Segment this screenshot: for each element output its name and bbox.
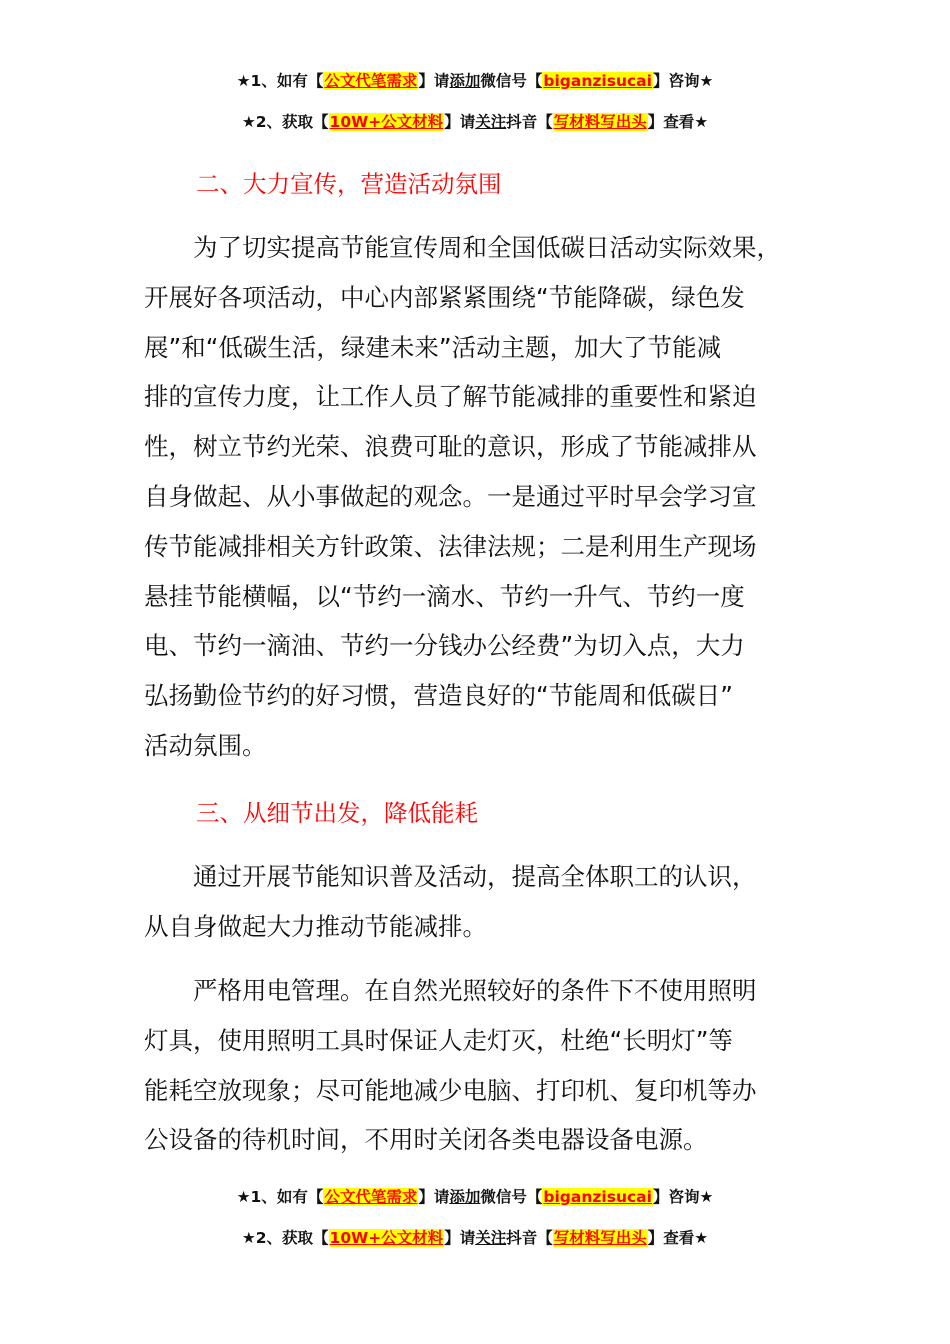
paragraph-line: 活动氛围。: [144, 730, 267, 760]
banner-text: 】请: [418, 1188, 450, 1206]
banner-text: 微信号【: [480, 72, 543, 90]
paragraph-line: 排的宣传力度，让工作人员了解节能减排的重要性和紧迫: [144, 382, 757, 412]
banner-highlight: 写材料写出头: [553, 1229, 647, 1247]
paragraph-line: 性，树立节约光荣、浪费可耻的意识，形成了节能减排从: [144, 432, 757, 462]
banner-highlight: biganzisucai: [543, 1188, 652, 1206]
paragraph-line: 弘扬勤俭节约的好习惯，营造良好的“节能周和低碳日”: [144, 681, 733, 711]
banner-underlined-text: 添加: [449, 72, 481, 90]
section-heading-2: 二、大力宣传，营造活动氛围: [196, 170, 502, 198]
paragraph-line: 开展好各项活动，中心内部紧紧围绕“节能降碳，绿色发: [144, 282, 745, 312]
paragraph-line: 灯具，使用照明工具时保证人走灯灭，杜绝“长明灯”等: [144, 1025, 733, 1055]
section-3-paragraph-1: [144, 852, 834, 952]
paragraph-line: 悬挂节能横幅，以“节约一滴水、节约一升气、节约一度: [144, 581, 745, 611]
paragraph-line: 展”和“低碳生活，绿建未来”活动主题，加大了节能减: [144, 332, 722, 362]
bottom-banner-line-1: [0, 1186, 950, 1208]
banner-text: 】请: [418, 72, 450, 90]
banner-text: 】请: [444, 113, 476, 131]
paragraph-line: 从自身做起大力推动节能减排。: [144, 911, 487, 941]
banner-text: 抖音【: [506, 113, 553, 131]
paragraph-line: 为了切实提高节能宣传周和全国低碳日活动实际效果，: [193, 233, 781, 262]
section-heading-3: 三、从细节出发，降低能耗: [196, 799, 478, 827]
banner-highlight: 写材料写出头: [553, 113, 647, 131]
banner-text: 】查看★: [647, 113, 709, 131]
banner-underlined-text: 添加: [449, 1188, 481, 1206]
banner-text: 抖音【: [506, 1229, 553, 1247]
banner-highlight: biganzisucai: [543, 72, 652, 90]
banner-text: ★2、获取【: [241, 1229, 329, 1247]
banner-highlight: 公文代笔需求: [324, 72, 418, 90]
banner-text: ★2、获取【: [241, 113, 329, 131]
paragraph-line: 自身做起、从小事做起的观念。一是通过平时早会学习宣: [144, 481, 757, 511]
section-3-paragraph-2: [144, 966, 834, 1165]
banner-text: 】咨询★: [652, 72, 714, 90]
top-banner-line-1: [0, 70, 950, 92]
section-2-paragraph: [144, 223, 834, 771]
banner-text: 】查看★: [647, 1229, 709, 1247]
banner-text: ★1、如有【: [236, 72, 324, 90]
banner-highlight: 10W+公文材料: [329, 1229, 444, 1247]
paragraph-line: 电、节约一滴油、节约一分钱办公经费”为切入点，大力: [144, 631, 745, 661]
banner-highlight: 公文代笔需求: [324, 1188, 418, 1206]
paragraph-line: 严格用电管理。在自然光照较好的条件下不使用照明: [193, 976, 757, 1005]
banner-text: 】请: [444, 1229, 476, 1247]
banner-highlight: 10W+公文材料: [329, 113, 444, 131]
top-banner-line-2: [0, 111, 950, 133]
paragraph-line: 传节能减排相关方针政策、法律法规；二是利用生产现场: [144, 531, 757, 561]
banner-text: 微信号【: [480, 1188, 543, 1206]
banner-text: 】咨询★: [652, 1188, 714, 1206]
paragraph-line: 公设备的待机时间，不用时关闭各类电器设备电源。: [144, 1125, 708, 1155]
paragraph-line: 能耗空放现象；尽可能地减少电脑、打印机、复印机等办: [144, 1075, 757, 1105]
banner-text: ★1、如有【: [236, 1188, 324, 1206]
banner-underlined-text: 关注: [475, 1229, 507, 1247]
paragraph-line: 通过开展节能知识普及活动，提高全体职工的认识，: [193, 862, 757, 891]
banner-underlined-text: 关注: [475, 113, 507, 131]
bottom-banner-line-2: [0, 1227, 950, 1249]
